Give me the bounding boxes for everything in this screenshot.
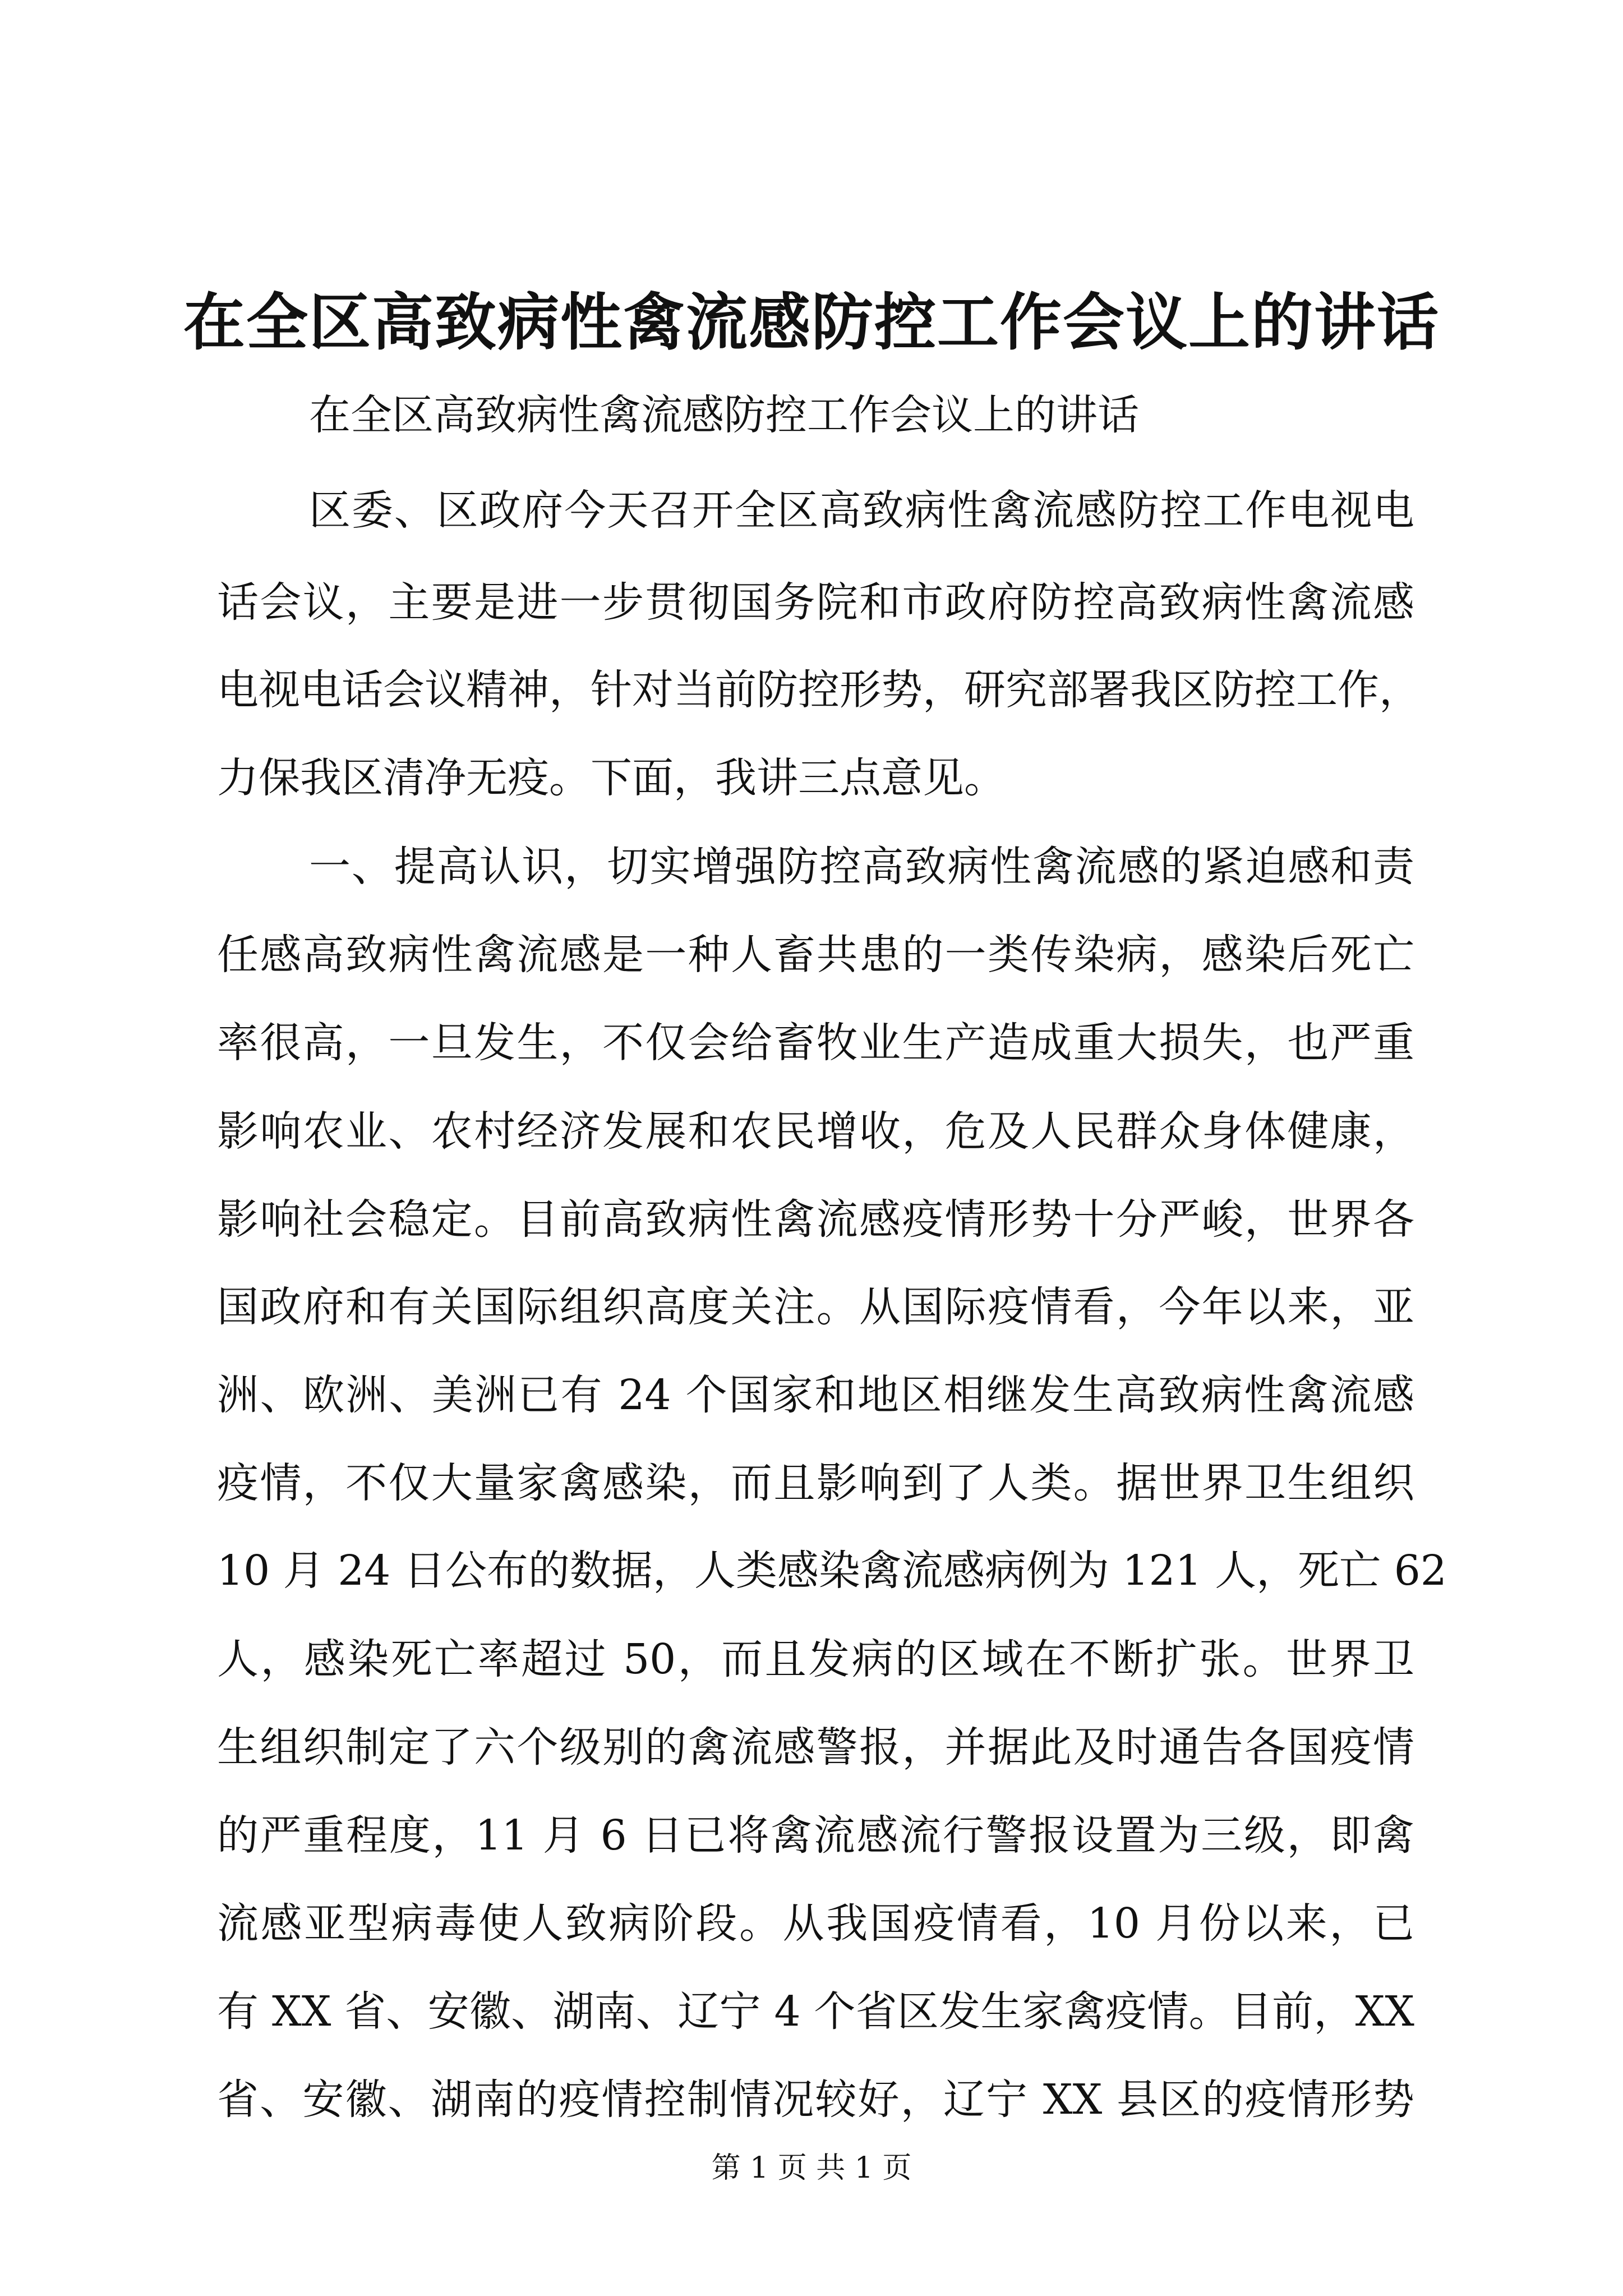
paragraph-line: 的严重程度，11 月 6 日已将禽流感流行警报设置为三级，即禽 [217,1811,1414,1860]
paragraph-line: 电视电话会议精神，针对当前防控形势，研究部署我区防控工作， [217,666,1421,714]
document-title: 在全区高致病性禽流感防控工作会议上的讲话 [183,286,1440,358]
paragraph-line: 10 月 24 日公布的数据，人类感染禽流感病例为 121 人，死亡 62 [217,1547,1447,1595]
paragraph-line: 力保我区清净无疫。下面，我讲三点意见。 [217,754,1006,802]
paragraph-line: 一、提高认识，切实增强防控高致病性禽流感的紧迫感和责 [309,843,1414,891]
paragraph-line: 国政府和有关国际组织高度关注。从国际疫情看，今年以来，亚 [217,1283,1414,1331]
document-subtitle: 在全区高致病性禽流感防控工作会议上的讲话 [309,391,1139,439]
paragraph-line: 疫情，不仅大量家禽感染，而且影响到了人类。据世界卫生组织 [217,1459,1414,1507]
paragraph-line: 洲、欧洲、美洲已有 24 个国家和地区相继发生高致病性禽流感 [217,1371,1414,1419]
paragraph-line: 省、安徽、湖南的疫情控制情况较好，辽宁 XX 县区的疫情形势 [217,2076,1414,2124]
paragraph-line: 流感亚型病毒使人致病阶段。从我国疫情看，10 月份以来，已 [217,1899,1414,1948]
paragraph-line: 影响社会稳定。目前高致病性禽流感疫情形势十分严峻，世界各 [217,1195,1414,1244]
paragraph-line: 人，感染死亡率超过 50，而且发病的区域在不断扩张。世界卫 [217,1635,1414,1683]
paragraph-line: 生组织制定了六个级别的禽流感警报，并据此及时通告各国疫情 [217,1723,1414,1772]
paragraph-line: 任感高致病性禽流感是一种人畜共患的一类传染病，感染后死亡 [217,931,1414,979]
paragraph-line: 区委、区政府今天召开全区高致病性禽流感防控工作电视电 [309,486,1414,535]
paragraph-line: 率很高，一旦发生，不仅会给畜牧业生产造成重大损失，也严重 [217,1019,1414,1067]
paragraph-line: 话会议，主要是进一步贯彻国务院和市政府防控高致病性禽流感 [217,578,1414,627]
page-number-footer: 第 1 页 共 1 页 [711,2151,912,2185]
paragraph-line: 有 XX 省、安徽、湖南、辽宁 4 个省区发生家禽疫情。目前，XX [217,1987,1414,2036]
paragraph-line: 影响农业、农村经济发展和农民增收，危及人民群众身体健康， [217,1107,1414,1156]
